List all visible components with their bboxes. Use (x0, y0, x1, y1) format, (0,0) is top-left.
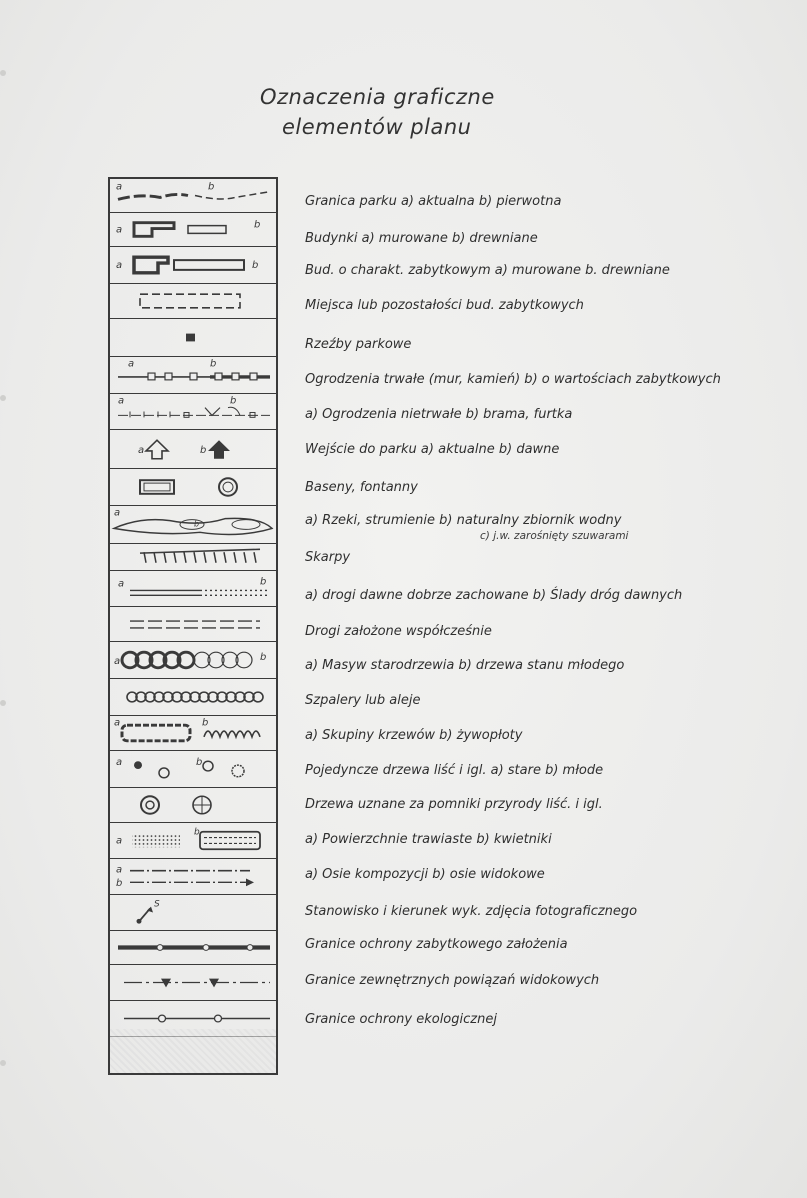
svg-text:b: b (200, 445, 207, 456)
legend-label: Stanowisko i kierunek wyk. zdjęcia fotograficznego (305, 904, 638, 919)
svg-text:b: b (260, 652, 267, 663)
binder-hole (0, 700, 6, 706)
building-outline-icon (110, 213, 276, 246)
svg-text:b: b (260, 576, 267, 588)
legend-symbol-cell (110, 247, 276, 284)
legend-label: a) drogi dawne dobrze zachowane b) Ślady dróg dawnych (305, 588, 683, 603)
legend-symbol-cell (110, 931, 276, 965)
legend-symbol-column (108, 177, 278, 1075)
legend-label: Drzewa uznane za pomniki przyrody liść. i igl. (305, 797, 603, 812)
shrubs-hedge-icon (110, 716, 276, 750)
binder-hole (0, 395, 6, 401)
legend-label: a) Ogrodzenia nietrwałe b) brama, furtka (305, 407, 573, 422)
svg-text:a: a (116, 260, 123, 271)
legend-symbol-cell (110, 213, 276, 247)
legend-symbol-cell (110, 895, 276, 931)
svg-text:a: a (116, 757, 123, 769)
legend-label: a) Masyw starodrzewia b) drzewa stanu młodego (305, 658, 625, 673)
document-title (260, 82, 580, 142)
dashed-rectangle-icon (110, 284, 276, 318)
photo-position-icon (110, 895, 276, 930)
binder-hole (0, 70, 6, 76)
svg-text:b: b (230, 395, 237, 407)
legend-label: Pojedyncze drzewa liść i igl. a) stare b) młode (305, 763, 604, 778)
legend-symbol-cell (110, 965, 276, 1001)
svg-text:a: a (114, 717, 121, 729)
legend-symbol-cell (110, 607, 276, 642)
legend-label: Ogrodzenia trwałe (mur, kamień) b) o wartościach zabytkowych (305, 372, 721, 387)
svg-text:a: a (116, 224, 123, 236)
svg-text:b: b (210, 358, 217, 370)
temporary-fence-gate-icon (110, 394, 276, 429)
legend-label: Szpalery lub aleje (305, 693, 421, 708)
legend-label: a) Skupiny krzewów b) żywopłoty (305, 728, 523, 743)
svg-text:b: b (116, 878, 123, 890)
title-line-2: elementów planu (282, 115, 472, 139)
svg-text:a: a (116, 835, 123, 847)
svg-text:b: b (196, 757, 203, 769)
monument-tree-icon (110, 788, 276, 822)
legend-symbol-cell (110, 430, 276, 469)
legend-symbol-cell (110, 284, 276, 319)
pool-fountain-icon (110, 469, 276, 505)
legend-label: Wejście do parku a) aktualne b) dawne (305, 442, 560, 457)
tree-mass-icon (110, 642, 276, 678)
svg-text:b: b (194, 519, 200, 529)
svg-text:a: a (116, 181, 123, 193)
legend-label: Skarpy (305, 550, 351, 565)
svg-text:S: S (154, 899, 160, 910)
svg-text:b: b (194, 827, 200, 838)
river-pond-icon (110, 506, 276, 543)
svg-text:b: b (202, 717, 209, 729)
heritage-boundary-icon (110, 931, 276, 964)
old-roads-icon (110, 571, 276, 606)
legend-label: Rzeźby parkowe (305, 337, 412, 352)
svg-text:b: b (252, 260, 259, 271)
svg-text:a: a (114, 656, 121, 667)
svg-text:a: a (114, 507, 121, 519)
legend-label: Miejsca lub pozostałości bud. zabytkowych (305, 298, 584, 313)
legend-symbol-cell (110, 823, 276, 859)
legend-label: Budynki a) murowane b) drewniane (305, 231, 538, 246)
legend-symbol-cell (110, 394, 276, 430)
svg-text:a: a (116, 864, 123, 876)
legend-symbol-cell (110, 751, 276, 788)
binder-hole (0, 1060, 6, 1066)
sculpture-square-icon (110, 319, 276, 356)
legend-label: a) Osie kompozycji b) osie widokowe (305, 867, 545, 882)
legend-symbol-cell (110, 179, 276, 213)
svg-text:a: a (118, 578, 125, 590)
legend-symbol-cell (110, 679, 276, 716)
legend-sublabel: c) j.w. zarośnięty szuwarami (480, 530, 629, 542)
entrance-arrow-icon (110, 430, 276, 468)
legend-symbol-cell (110, 469, 276, 506)
svg-text:a: a (128, 358, 135, 370)
single-trees-icon (110, 751, 276, 787)
legend-label: a) Powierzchnie trawiaste b) kwietniki (305, 832, 552, 847)
modern-roads-icon (110, 607, 276, 641)
legend-symbol-cell (110, 859, 276, 895)
legend-label: Baseny, fontanny (305, 480, 418, 495)
legend-symbol-cell (110, 544, 276, 571)
legend-label: Drogi założone współcześnie (305, 624, 492, 639)
legend-label: Granice ochrony ekologicznej (305, 1012, 497, 1027)
empty-table-cell (110, 1029, 276, 1073)
legend-label: a) Rzeki, strumienie b) naturalny zbiornik wodny (305, 513, 622, 528)
fence-line-icon (110, 357, 276, 393)
legend-symbol-cell (110, 788, 276, 823)
view-boundary-icon (110, 965, 276, 1000)
historic-building-icon (110, 247, 276, 283)
svg-text:b: b (254, 219, 261, 231)
lawn-flowerbed-icon (110, 823, 276, 858)
legend-label: Granice ochrony zabytkowego założenia (305, 937, 568, 952)
legend-label: Granice zewnętrznych powiązań widokowych (305, 973, 600, 988)
title-line-1: Oznaczenia graficzne (260, 85, 495, 109)
legend-symbol-cell (110, 642, 276, 679)
legend-label: Granica parku a) aktualna b) pierwotna (305, 194, 562, 209)
tree-row-icon (110, 679, 276, 715)
legend-symbol-cell (110, 506, 276, 544)
legend-symbol-cell (110, 716, 276, 751)
legend-symbol-cell (110, 319, 276, 357)
legend-symbol-cell (110, 571, 276, 607)
boundary-line-icon (110, 179, 276, 212)
composition-axis-icon (110, 859, 276, 894)
svg-text:a: a (138, 445, 145, 456)
legend-symbol-cell (110, 357, 276, 394)
legend-label: Bud. o charakt. zabytkowym a) murowane b. drewniane (305, 263, 670, 278)
escarpment-hatch-icon (110, 544, 276, 570)
svg-text:b: b (208, 181, 215, 193)
svg-text:a: a (118, 395, 125, 407)
